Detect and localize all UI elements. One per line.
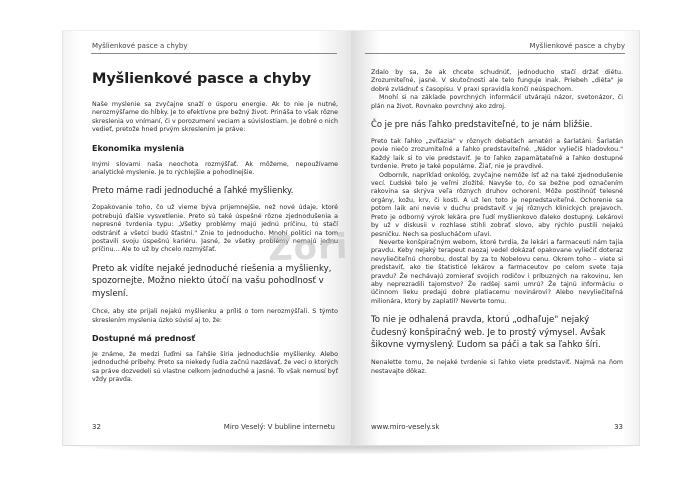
section-heading: Ekonomika myslenia	[92, 143, 185, 153]
footer-url: www.miro-vesely.sk	[371, 423, 440, 431]
body-paragraph: Preto tak ľahko „zvíťazia" v rôznych debatách amatéri a šarlatáni. Šarlatán povie niečo zrozumiteľné a ľahko predstaviteľné. „Nádor vyliečiš hladovkou." Každý laik si to vie predstaviť. Je to ľahko zapamätateľné a ľahko dostupné tvrdenie. Preto je také populárne. Žiaľ, nie je pravdivé.	[371, 138, 623, 171]
body-paragraph: Mnohí si na základe povrchných informácií utvárajú názor, svetonázor, či plán na život. Rovnako povrchný ako zdroj.	[371, 94, 623, 110]
chapter-title: Myšlienkové pasce a chyby	[92, 71, 311, 87]
body-paragraph: Zopakovanie toho, čo už vieme býva prijemnejšie, než nové údaje, ktoré potrebujú ďalšie vysvetlenie. Preto sú také úspešné rôzne zjednodušenia a nepresné tvrdenia typu: „Všetky problémy majú jednú príčinu, tú stačí odstrániť a všetci budú šťastní." Znie to jednoducho. Mnohí politici na tom postavili svoju úspešnú kariéru. Jasné, že všetky problémy nemajú jednu príčinu... Ale to už by chcelo rozmýšľať.	[92, 204, 338, 254]
right-page-content	[371, 69, 623, 376]
lead-statement: To nie je odhalená pravda, ktorú „odhaľuje" nejaký čudesný konšpiračný web. Je to prostý výmysel. Avšak šikovne vymyslený. Ľudom sa páči a tak sa ľahko šíri.	[371, 315, 606, 350]
body-paragraph: Inými slovami naša neochota rozmýšľať. Ak môžeme, nepoužívame analytické myslenie. Je to rýchlejšie a pohodlnejšie.	[92, 160, 338, 177]
lead-statement: Preto máme radi jednoduché a ľahké myšlienky.	[92, 185, 294, 196]
page-number: 32	[92, 423, 101, 431]
body-paragraph: Zdalo by sa, že ak chcete schudnúť, jednoducho stačí držať diétu. Zrozumiteľné, jasné. V skutočnosti ale telo funguje inak. Priebeh „diéta" je dobré zvládnuť s časopisu. V praxi spravidla končí neúspechom.	[371, 69, 623, 93]
body-paragraph: Chce, aby ste prijali nejakú myšlienku a príliš o tom nerozmýšľali. S týmto skreslením myslenia úzko súvisí aj to, že:	[92, 308, 338, 324]
header-rule	[365, 53, 625, 54]
section-heading: Dostupné má prednosť	[92, 333, 196, 343]
body-paragraph: Je známe, že medzi ľuďmi sa ľahšie šíria jednoduchšie myšlienky. Alebo jednoduché príbehy. Preto sa niekedy ľudia začnú nazdávať, že veci o ktorých sa práve dozvedeli sú vlastne celkom jednoduché a jasné. To však nemusí byť vždy pravda.	[92, 350, 338, 384]
lead-statement: Čo je pre nás ľahko predstaviteľné, to je nám bližšie.	[371, 119, 593, 130]
intro-paragraph: Naše myslenie sa zvyčajne snaží o úsporu energie. Ak to nie je nutné, nerozmýšľame do hĺbky. Je to efektívne pre bežný život. Prináša to však rôzne skreslenia vo vnímaní, či v porozumení veciam a súvislostiam. Je dobré o nich vedieť, pretože hned prvým skreslením je práve:	[92, 101, 338, 134]
header-rule	[91, 53, 337, 54]
watermark: Zori	[267, 226, 350, 270]
body-paragraph: Neverte konšpiračným webom, ktoré tvrdia, že lekári a farmaceuti nám tajia pravdu. Keby nejaký terapeut naozaj vedel dokázať opakovane vyliečiť doteraz nevyliečiteľnú chorobu, dostal by za to Nobelovu cenu. Okrem toho – viete si predstaviť, ako tie štatisticé lekárov a farmaceutov po celom svete taja pravdu? Že nechávajú zomierať svojich rodičov i príbuzných na rakovinu, len aby neprezradili tajomstvo? Že radšej sami umrú? Že tajnú informáciu o účinnom lieku predajú dobre platiacemu novinárovi? Alebo nevyliečiteľná milionára, ktorý by zaplatil? Neverte tomu.	[371, 238, 623, 305]
page-number: 33	[614, 423, 623, 431]
body-paragraph: Nenalette tomu, že nejaké tvrdenie si ľahko viete predstaviť. Najmä na ňom nestavajte dôkaz.	[371, 359, 623, 375]
body-paragraph: Odborník, napríklad onkológ, zvyčajne nemôže ísť až na také zjednodušenie vecí. Ľudské telo je veľmi zložité. Navyše to, čo sa bežne pod označením rakovina sa skrýva veľa rôznych druhov ochorení. Môže postihnúť telesné orgány, kožu, krv, či kosti. A už len toto je nepredstaviteľné. Ochorenie sa potom laik ani nevie v duchu predstaviť v jej rôznych klinických prejavoch. Preto je odborný výrok lekára pre ľudí myšlienkovo ďaleko dostupný. Lekárovi by už v diskusii v rozhlase stihli zobrať slovo, aby rýchlo pustili nejakú pesničku. Nech sa poslucháčom uľaví.	[371, 171, 623, 238]
running-head: Myšlienkové pasce a chyby	[529, 42, 625, 50]
open-book	[62, 30, 640, 446]
lead-statement: Preto ak vidíte nejaké jednoduché riešenia a myšlienky, spozornejte. Možno niekto útočí na vašu pohodlnosť v myslení.	[92, 263, 332, 299]
running-head: Myšlienkové pasce a chyby	[92, 42, 188, 50]
right-page	[351, 30, 640, 446]
footer-author: Miro Veselý: V bubline internetu	[223, 423, 335, 431]
